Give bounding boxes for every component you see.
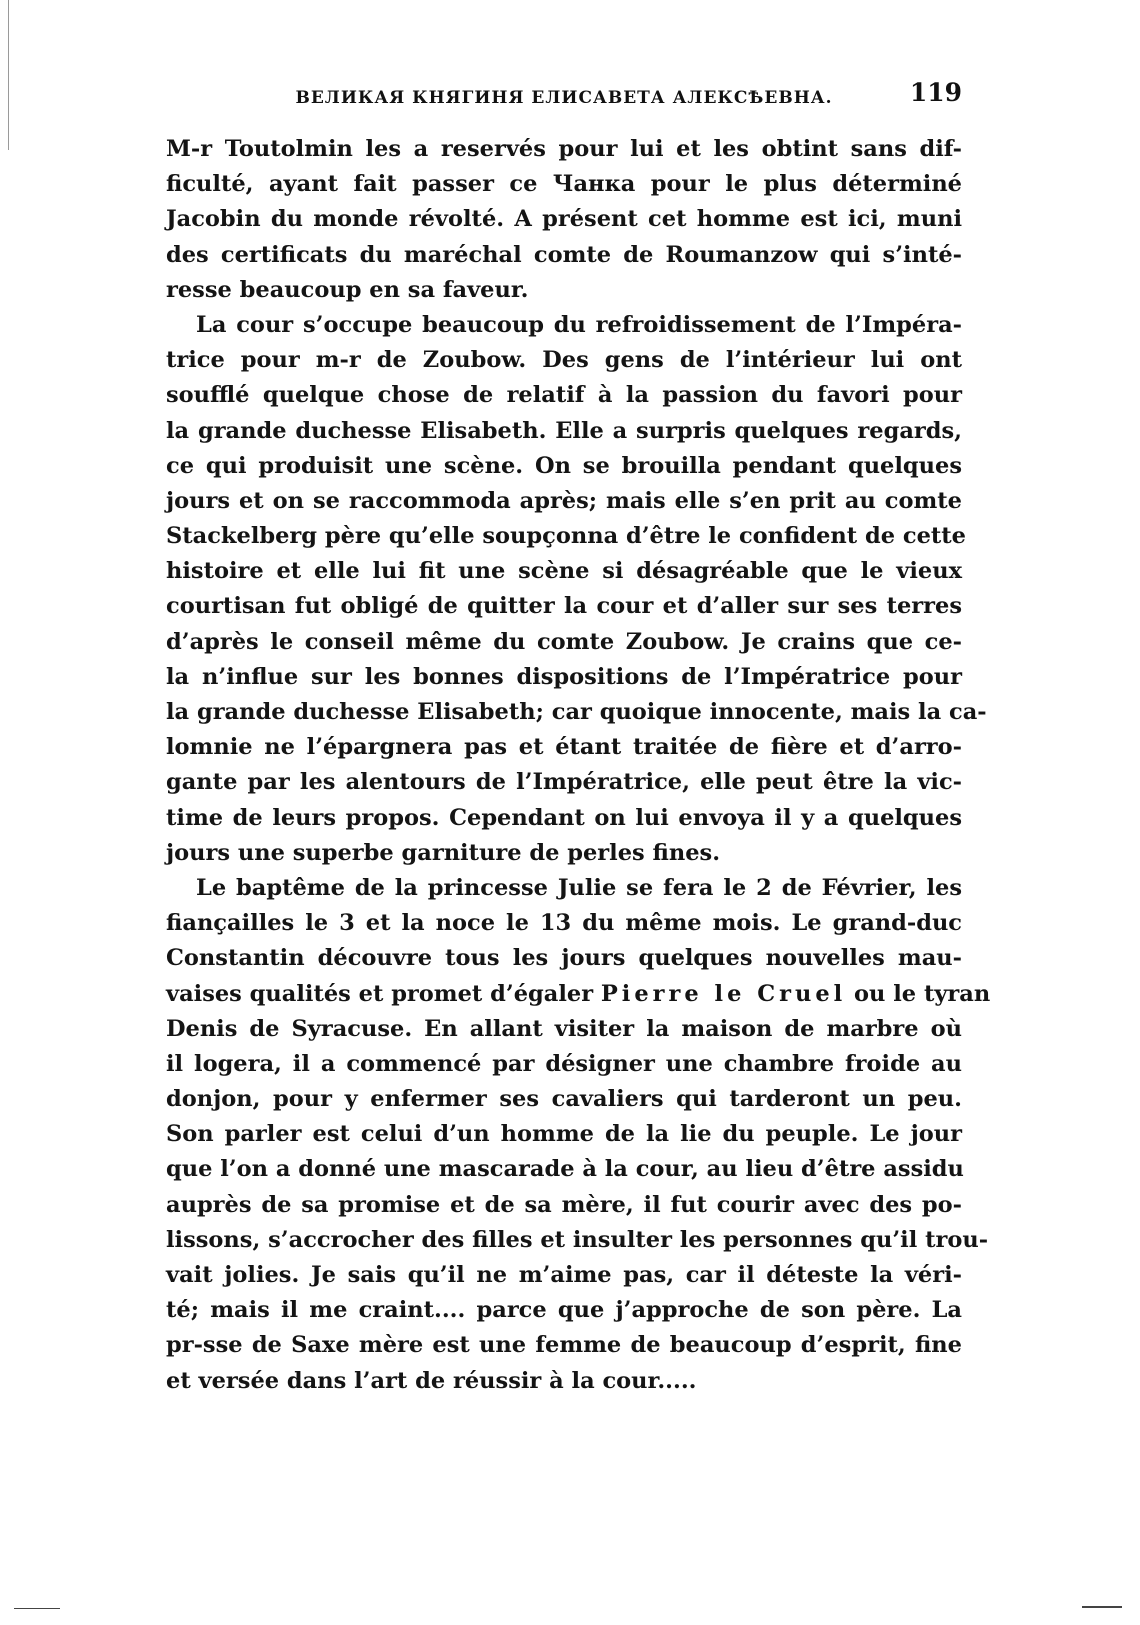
text-segment: soufflé quelque chose de relatif à la passion du favori pour [166,382,962,409]
binding-edge-line [8,0,9,150]
text-segment: et versée dans l’art de réussir à la cour..... [166,1367,697,1394]
text-segment: lomnie ne l’épargnera pas et étant traitée de fière et d’arro- [166,734,962,761]
text-line [166,132,962,167]
text-segment: auprès de sa promise et de sa mère, il fut courir avec des po- [166,1191,962,1218]
text-segment: fiançailles le 3 et la noce le 13 du même mois. Le grand-duc [166,910,962,937]
text-segment: la grande duchesse Elisabeth. Elle a surpris quelques regards, [166,417,962,444]
text-segment: histoire et elle lui fit une scène si désagréable que le vieux [166,558,962,585]
text-segment: courtisan fut obligé de quitter la cour et d’aller sur ses terres [166,593,962,620]
body-text [166,132,991,1399]
text-line [166,484,962,519]
paragraph [166,308,987,871]
text-segment: ficulté, ayant fait passer ce Чанка pour le plus déterminé [166,171,962,198]
text-line [166,1258,962,1293]
footer-mark-right [1082,1606,1122,1608]
text-line [166,343,962,378]
text-segment: trice pour m-r de Zoubow. Des gens de l’intérieur lui ont [166,347,962,374]
text-segment: gante par les alentours de l’Impératrice, elle peut être la vic- [166,769,962,796]
text-line [166,238,962,273]
text-line [166,660,962,695]
text-segment: Stackelberg père qu’elle soupçonna d’être le confident de cette [166,523,967,550]
text-segment: Le baptême de la princesse Julie se fera le 2 de Février, les [196,874,962,901]
running-title: ВЕЛИКАЯ КНЯГИНЯ ЕЛИСАВЕТА АЛЕКСѢЕВНА. [295,88,833,108]
text-segment: time de leurs propos. Cependant on lui envoya il y a quelques [166,804,962,831]
text-line [166,1188,962,1223]
text-line [166,1223,989,1258]
text-segment: la n’influe sur les bonnes dispositions de l’Impératrice pour [166,663,962,690]
text-segment: la grande duchesse Elisabeth; car quoique innocente, mais la ca- [166,699,987,725]
paragraph [166,132,962,308]
text-line [166,765,962,800]
text-segment: il logera, il a commencé par désigner une chambre froide au [166,1050,962,1077]
text-line [166,1328,962,1363]
text-line [166,906,962,941]
text-line [166,589,962,624]
text-line [166,977,991,1012]
text-line [166,273,962,308]
text-segment: Son parler est celui d’un homme de la lie du peuple. Le jour [166,1121,962,1148]
page-number: 119 [909,78,962,107]
running-header [166,78,962,118]
text-line [166,871,962,906]
text-line [166,1117,962,1152]
text-line [166,941,962,976]
text-line [166,378,962,413]
spaced-name: Pierre le Cruel [600,980,847,1007]
text-line [166,836,962,871]
text-segment: té; mais il me craint.... parce que j’approche de son père. La [166,1297,962,1324]
text-segment: d’après le conseil même du comte Zoubow. Je crains que ce- [166,628,962,655]
text-segment: Constantin découvre tous les jours quelques nouvelles mau- [166,945,962,972]
text-segment: ce qui produisit une scène. On se brouilla pendant quelques [166,452,962,479]
text-segment: ou le tyran [846,980,991,1007]
footer-mark-left [14,1608,60,1609]
text-line [166,1152,962,1187]
text-segment: La cour s’occupe beaucoup du refroidissement de l’Impéra- [196,311,962,338]
text-segment: resse beaucoup en sa faveur. [166,276,529,303]
text-line [166,625,962,660]
text-segment: que l’on a donné une mascarade à la cour, au lieu d’être assidu [166,1156,964,1183]
text-segment: Jacobin du monde révolté. A présent cet homme est ici, muni [166,206,962,233]
paragraph [166,871,991,1399]
text-line [166,1364,962,1399]
text-segment: donjon, pour y enfermer ses cavaliers qui tarderont un peu. [166,1086,962,1113]
text-line [166,1293,962,1328]
text-line [166,1047,962,1082]
text-segment: vaises qualités et promet d’égaler [166,980,601,1007]
text-segment: Denis de Syracuse. En allant visiter la maison de marbre où [166,1015,962,1042]
text-line [166,414,962,449]
text-segment: vait jolies. Je sais qu’il ne m’aime pas, car il déteste la véri- [166,1262,962,1288]
text-line [166,801,962,836]
text-line [166,1012,962,1047]
text-line [166,554,962,589]
text-line [166,1082,962,1117]
text-line [166,167,962,202]
text-line [166,202,962,237]
text-line [166,730,962,765]
text-segment: des certificats du maréchal comte de Roumanzow qui s’inté- [166,241,962,268]
text-segment: pr-sse de Saxe mère est une femme de beaucoup d’esprit, fine [166,1332,962,1359]
text-segment: lissons, s’accrocher des filles et insulter les personnes qu’il trou- [166,1226,989,1253]
text-segment: jours une superbe garniture de perles fines. [166,839,721,866]
text-line [166,308,962,343]
text-line [166,519,967,554]
text-line [166,695,987,730]
text-segment: M-r Toutolmin les a reservés pour lui et les obtint sans dif- [166,136,962,162]
text-line [166,449,962,484]
text-segment: jours et on se raccommoda après; mais elle s’en prit au comte [166,487,962,514]
